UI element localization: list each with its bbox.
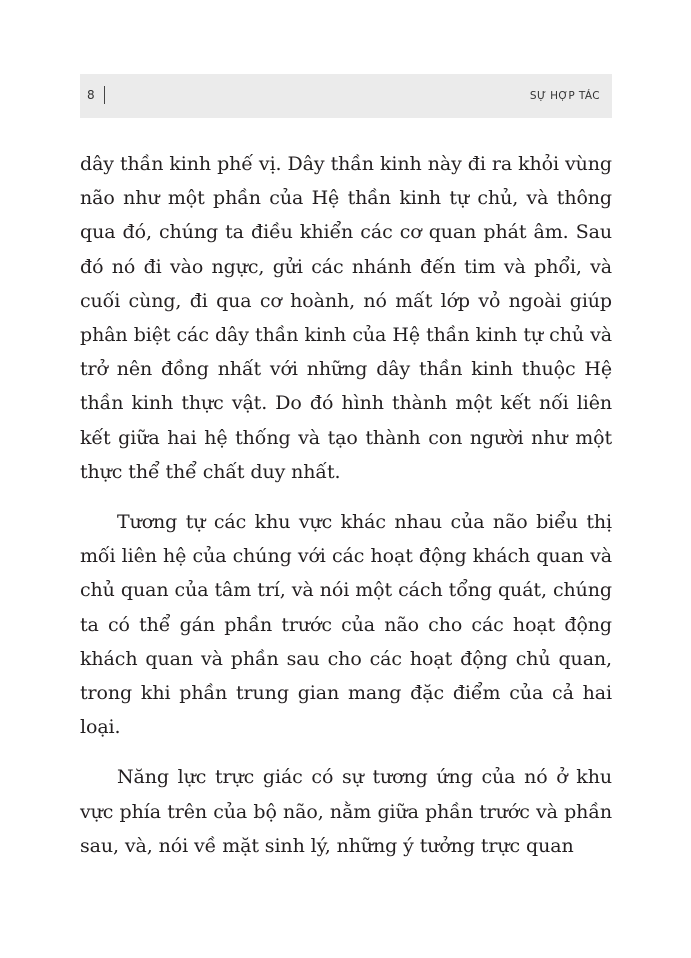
- paragraph-1: dây thần kinh phế vị. Dây thần kinh này đi ra khỏi vùng não như một phần của Hệ thần kinh tự chủ, và thông qua đó, chúng ta điều khiển các cơ quan phát âm. Sau đó nó đi vào ngực, gửi các nhánh đến tim và phổi, và cuối cùng, đi qua cơ hoành, nó mất lớp vỏ ngoài giúp phân biệt các dây thần kinh của Hệ thần kinh tự chủ và trở nên đồng nhất với những dây thần kinh thuộc Hệ thần kinh thực vật. Do đó hình thành một kết nối liên kết giữa hai hệ thống và tạo thành con người như một thực thể thể chất duy nhất.: [80, 153, 612, 483]
- paragraph-3: Năng lực trực giác có sự tương ứng của nó ở khu vực phía trên của bộ não, nằm giữa phần trước và phần sau, và, nói về mặt sinh lý, những ý tưởng trực quan: [80, 766, 612, 857]
- body-text: [80, 147, 612, 863]
- running-title: SỰ HỢP TÁC: [529, 90, 600, 102]
- header-divider: [104, 86, 105, 104]
- paragraph-2: Tương tự các khu vực khác nhau của não biểu thị mối liên hệ của chúng với các hoạt động khách quan và chủ quan của tâm trí, và nói một cách tổng quát, chúng ta có thể gán phần trước của não cho các hoạt động khách quan và phần sau cho các hoạt động chủ quan, trong khi phần trung gian mang đặc điểm của cả hai loại.: [80, 511, 612, 739]
- running-header: [80, 74, 612, 118]
- page-number: 8: [87, 88, 95, 102]
